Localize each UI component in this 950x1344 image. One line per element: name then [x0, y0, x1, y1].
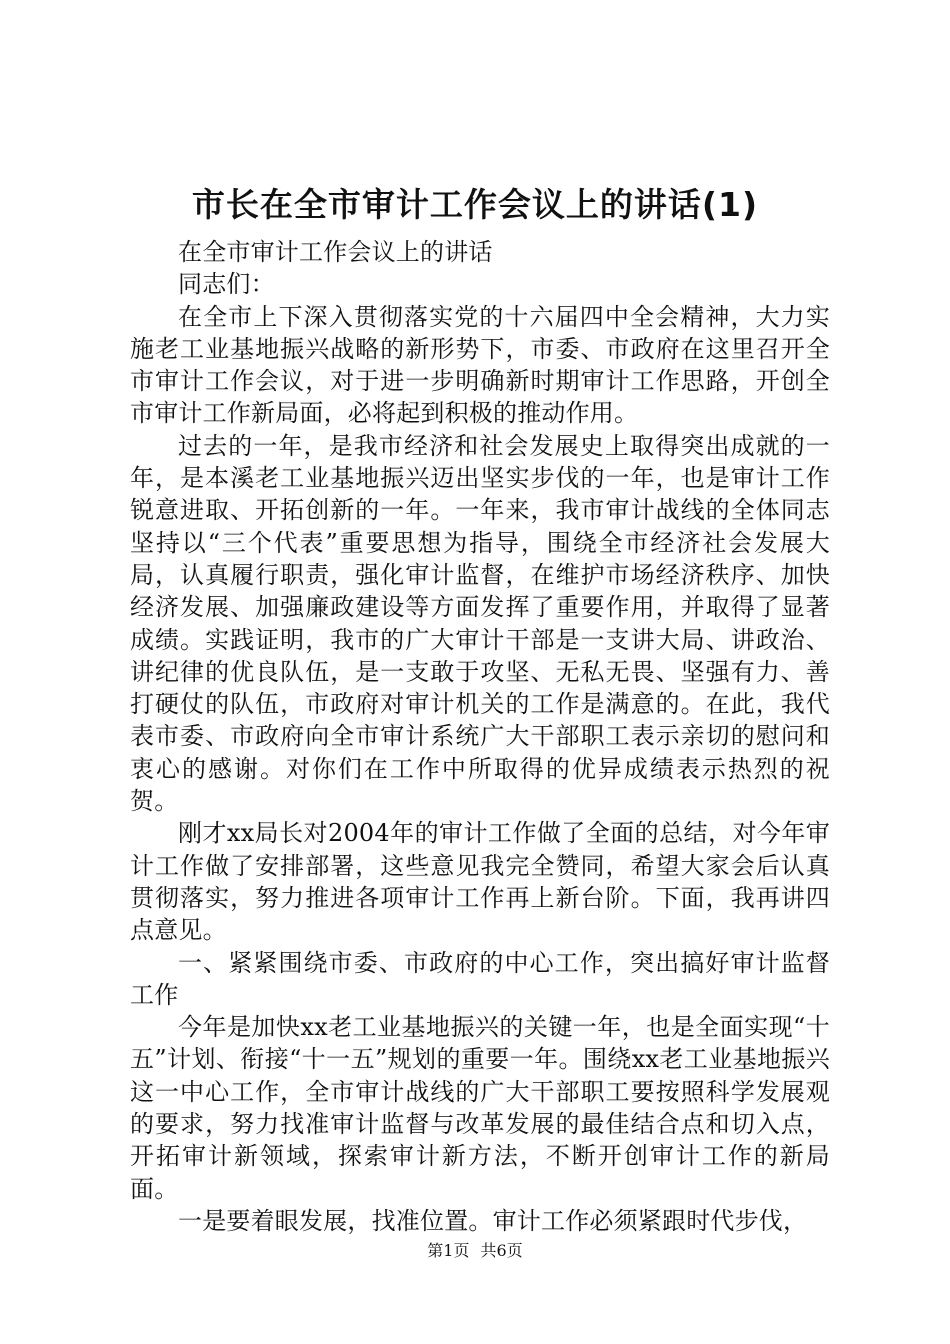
- page-total: 共6页: [480, 1241, 523, 1260]
- paragraph: 一是要着眼发展，找准位置。审计工作必须紧跟时代步伐，: [178, 1206, 808, 1235]
- page-number: 第1页: [427, 1241, 470, 1260]
- paragraph-subtitle: 在全市审计工作会议上的讲话: [178, 238, 493, 266]
- document-title: 市长在全市审计工作会议上的讲话(1): [191, 185, 759, 224]
- page-footer: [0, 1240, 950, 1262]
- paragraph: 刚才xx局长对2004年的审计工作做了全面的总结，对今年审计工作做了安排部署，这些意见我完全赞同，希望大家会后认真贯彻落实，努力推进各项审计工作再上新台阶。下面，我再讲四点意见。: [130, 819, 830, 945]
- section-heading: 一、紧紧围绕市委、市政府的中心工作，突出搞好审计监督工作: [130, 948, 830, 1009]
- paragraph: 在全市上下深入贯彻落实党的十六届四中全会精神，大力实施老工业基地振兴战略的新形势下，市委、市政府在这里召开全市审计工作会议，对于进一步明确新时期审计工作思路，开创全市审计工作新局面，必将起到积极的推动作用。: [130, 302, 830, 428]
- paragraph-salutation: 同志们：: [178, 270, 275, 299]
- paragraph: 今年是加快xx老工业基地振兴的关键一年，也是全面实现“十五”计划、衔接“十一五”规划的重要一年。围绕xx老工业基地振兴这一中心工作，全市审计战线的广大干部职工要按照科学发展观的要求，努力找准审计监督与改革发展的最佳结合点和切入点，开拓审计新领域，探索审计新方法，不断开创审计工作的新局面。: [130, 1013, 830, 1203]
- paragraph: 过去的一年，是我市经济和社会发展史上取得突出成就的一年，是本溪老工业基地振兴迈出坚实步伐的一年，也是审计工作锐意进取、开拓创新的一年。一年来，我市审计战线的全体同志坚持以“三个代表”重要思想为指导，围绕全市经济社会发展大局，认真履行职责，强化审计监督，在维护市场经济秩序、加快经济发展、加强廉政建设等方面发挥了重要作用，并取得了显著成绩。实践证明，我市的广大审计干部是一支讲大局、讲政治、讲纪律的优良队伍，是一支敢于攻坚、无私无畏、坚强有力、善打硬仗的队伍，市政府对审计机关的工作是满意的。在此，我代表市委、市政府向全市审计系统广大干部职工表示亲切的慰问和衷心的感谢。对你们在工作中所取得的优异成绩表示热烈的祝贺。: [130, 431, 830, 816]
- document-body: [130, 236, 830, 1237]
